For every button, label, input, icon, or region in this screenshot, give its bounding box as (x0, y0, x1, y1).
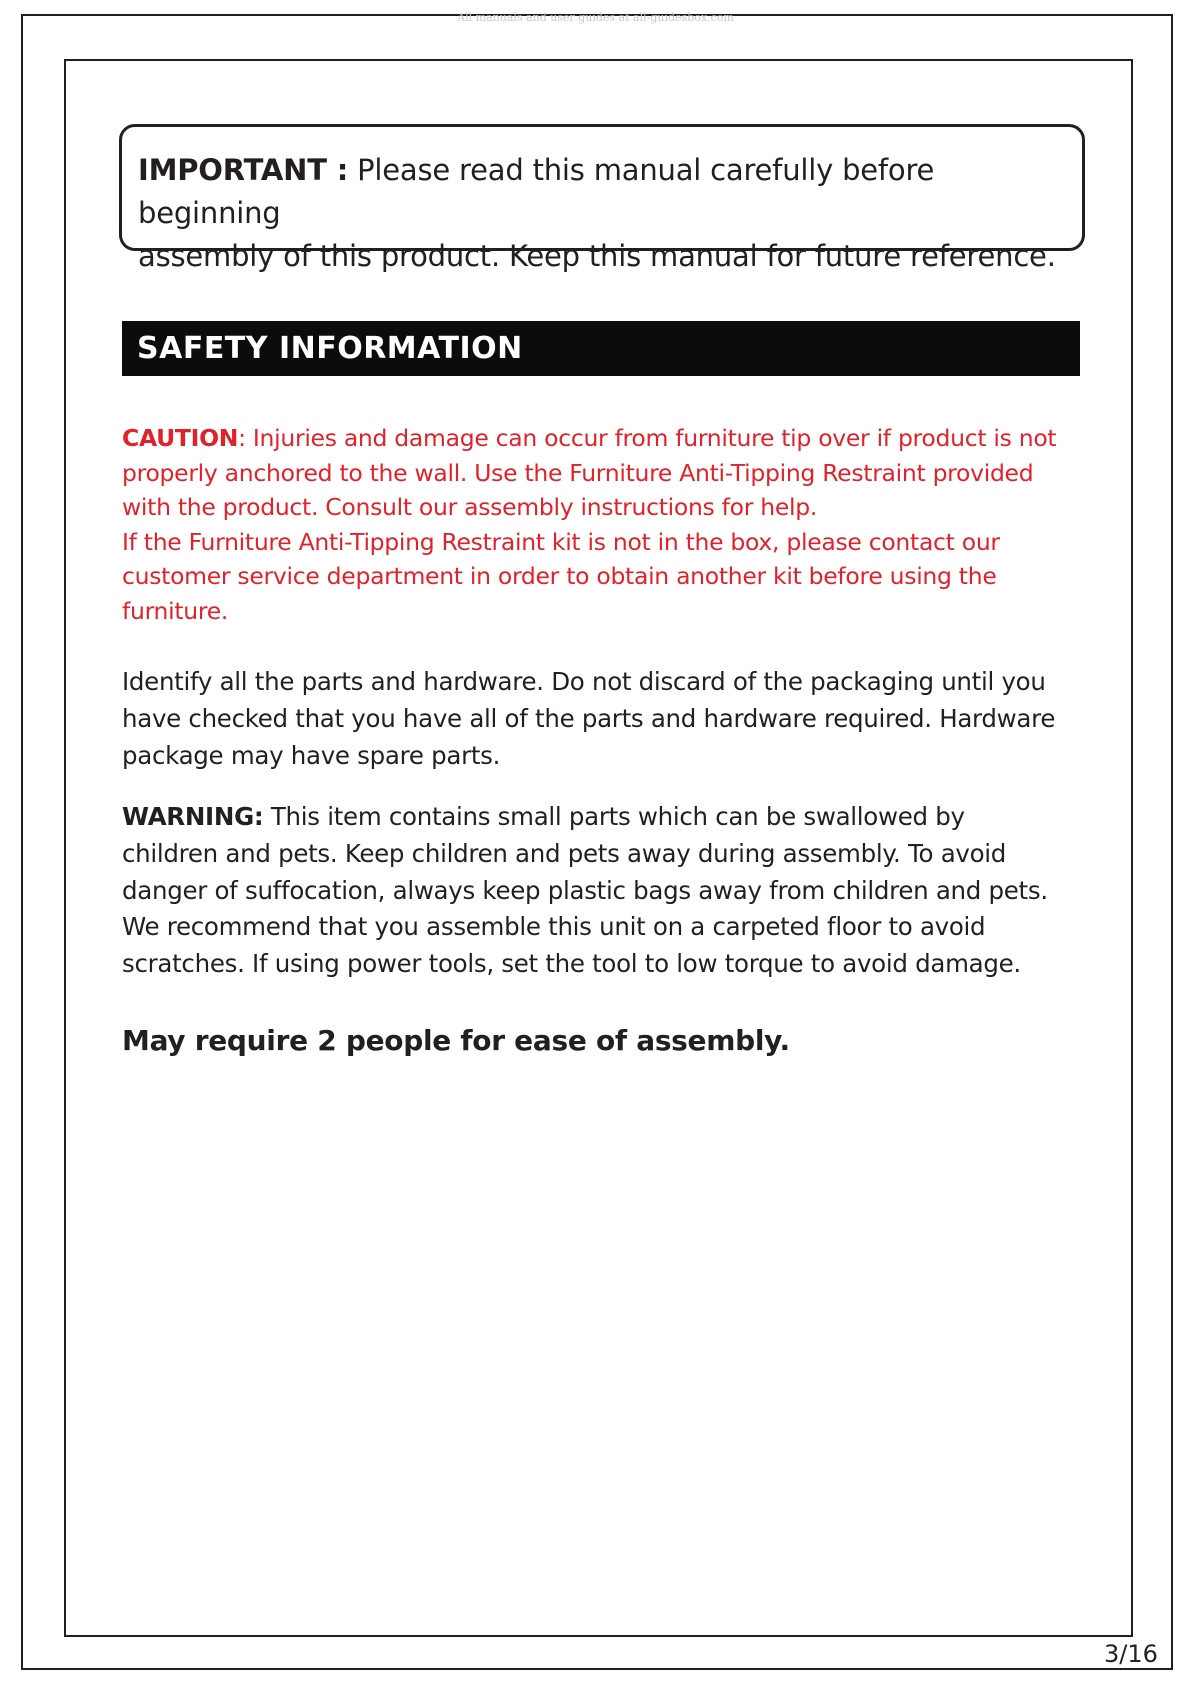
safety-information-header: SAFETY INFORMATION (122, 321, 1080, 376)
warning-text-1: This item contains small parts which can be swallowed by (263, 802, 965, 831)
warning-line-5: scratches. If using power tools, set the tool to low torque to avoid damage. (122, 949, 1021, 979)
warning-paragraph (122, 799, 1092, 983)
important-text-1: Please read this manual carefully before beginning (138, 153, 935, 230)
important-notice-box (119, 124, 1085, 273)
caution-text-1: : Injuries and damage can occur from furniture tip over if product is not (238, 424, 1057, 452)
warning-line-3: danger of suffocation, always keep plastic bags away from children and pets. (122, 875, 1048, 905)
identify-parts-paragraph (122, 664, 1092, 774)
caution-line-5: customer service department in order to obtain another kit before using the (122, 562, 997, 590)
important-line-1 (138, 149, 1082, 235)
identify-line-2: have checked that you have all of the parts and hardware required. Hardware (122, 703, 1056, 733)
identify-line-1: Identify all the parts and hardware. Do not discard of the packaging until you (122, 667, 1046, 696)
caution-line-3: with the product. Consult our assembly instructions for help. (122, 493, 818, 521)
two-people-note: May require 2 people for ease of assembly. (122, 1024, 790, 1057)
caution-label: CAUTION (122, 424, 239, 452)
caution-paragraph (122, 421, 1082, 628)
identify-line-3: package may have spare parts. (122, 740, 501, 770)
caution-line-6: furniture. (122, 596, 229, 625)
important-line-2: assembly of this product. Keep this manual for future reference. (138, 239, 1056, 273)
caution-line-4: If the Furniture Anti-Tipping Restraint kit is not in the box, please contact our (122, 527, 1000, 556)
warning-line-1 (122, 799, 1092, 836)
page-number: 3/16 (1104, 1640, 1158, 1668)
important-label: IMPORTANT : (138, 153, 349, 187)
caution-line-1 (122, 421, 1082, 456)
watermark-text: All manuals and user guides at all-guidesbox.com (457, 11, 734, 24)
warning-line-2: children and pets. Keep children and pets away during assembly. To avoid (122, 838, 1007, 868)
caution-line-2: properly anchored to the wall. Use the Furniture Anti-Tipping Restraint provided (122, 458, 1034, 487)
warning-line-4: We recommend that you assemble this unit on a carpeted floor to avoid (122, 912, 986, 942)
warning-label: WARNING: (122, 802, 264, 831)
